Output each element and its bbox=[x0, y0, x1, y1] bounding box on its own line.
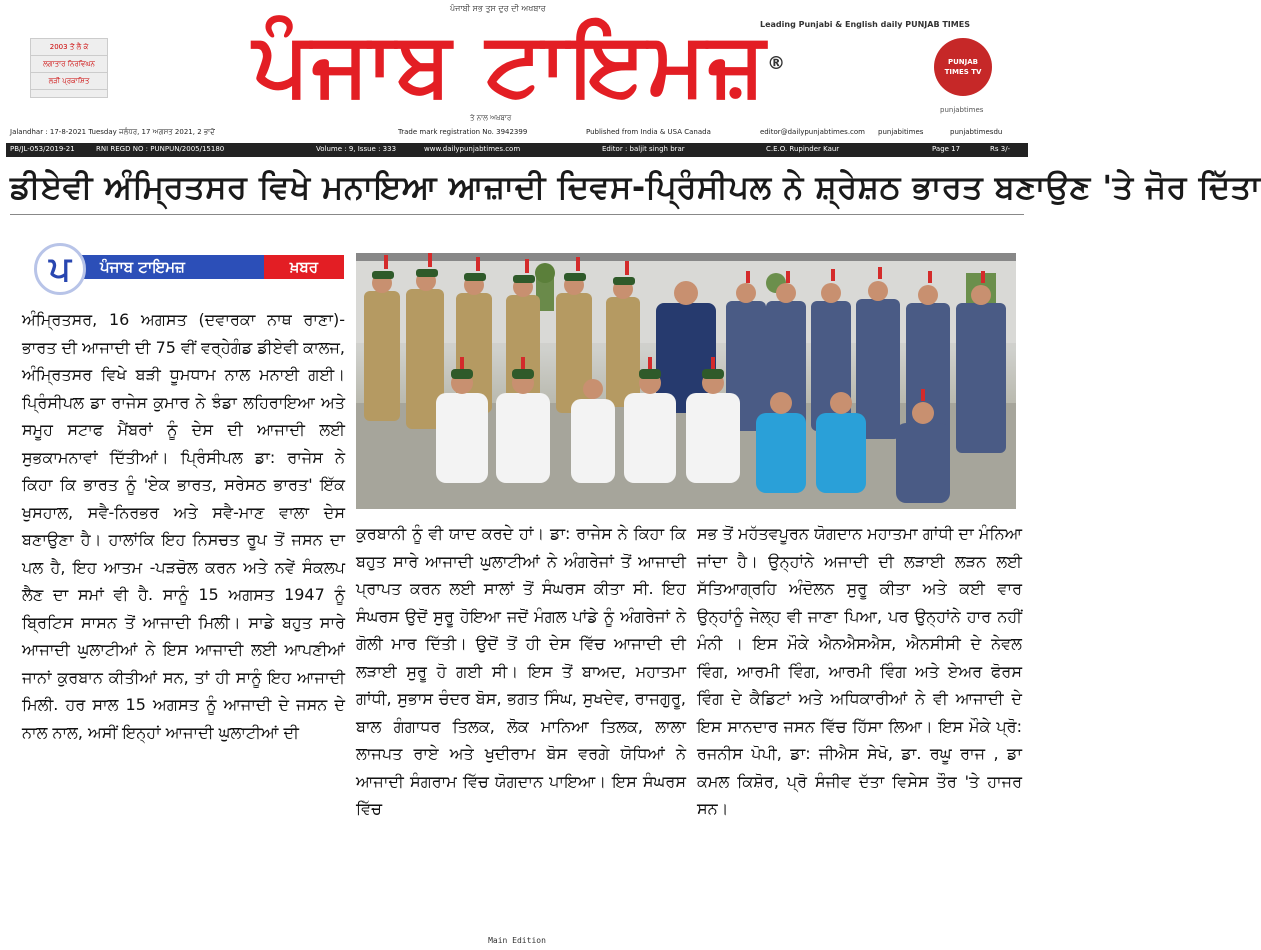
masthead bbox=[0, 0, 1034, 130]
article-column-1-text: ਅੰਮ੍ਰਿਤਸਰ, 16 ਅਗਸਤ (ਦਵਾਰਕਾ ਨਾਥ ਰਾਣਾ)-ਭਾਰਤ ਦੀ ਆਜਾਦੀ ਦੀ 75 ਵੀਂ ਵਰ੍ਹੇਗੰਡ ਡੀਏਵੀ ਕਾਲਜ, ਅੰਮ੍ਰਿਤਸਰ ਵਿਖੇ ਬੜੀ ਧੂਮਧਾਮ ਨਾਲ ਮਨਾਈ ਗਈ। ਪ੍ਰਿੰਸੀਪਲ ਡਾ ਰਾਜੇਸ ਕੁਮਾਰ ਨੇ ਝੰਡਾ ਲਹਿਰਾਇਆ ਅਤੇ ਸਮੂਹ ਸਟਾਫ ਮੈਂਬਰਾਂ ਨੂੰ ਦੇਸ ਦੀ ਆਜਾਦੀ ਲਈ ਸੁਭਕਾਮਨਾਵਾਂ ਦਿੱਤੀਆਂ। ਪ੍ਰਿੰਸੀਪਲ ਡਾ: ਰਾਜੇਸ ਨੇ ਕਿਹਾ ਕਿ ਭਾਰਤ ਨੂੰ 'ਏਕ ਭਾਰਤ, ਸਰੇਸਠ ਭਾਰਤ' ਇੱਕ ਖੁਸਹਾਲ, ਸਵੈ-ਨਿਰਭਰ ਅਤੇ ਸਵੈ-ਮਾਣ ਵਾਲਾ ਦੇਸ ਬਣਾਉਣਾ ਹੈ। ਹਾਲਾਂਕਿ ਇਹ ਨਿਸਚਤ ਰੂਪ ਤੋਂ ਜਸਨ ਦਾ ਪਲ ਹੈ, ਇਹ ਆਤਮ -ਪੜਚੋਲ ਕਰਨ ਅਤੇ ਨਵੇਂ ਸੰਕਲਪ ਲੈਣ ਦਾ ਸਮਾਂ ਵੀ ਹੈ. ਸਾਨੂੰ 15 ਅਗਸਤ 1947 ਨੂੰ ਬ੍ਰਿਟਿਸ ਸਾਸਨ ਤੋਂ ਆਜਾਦੀ ਮਿਲੀ। ਸਾਡੇ ਬਹੁਤ ਸਾਰੇ ਆਜਾਦੀ ਘੁਲਾਟੀਆਂ ਨੇ ਇਸ ਆਜਾਦੀ ਲਈ ਆਪਣੀਆਂ ਜਾਨਾਂ ਕੁਰਬਾਨ ਕੀਤੀਆਂ ਸਨ, ਤਾਂ ਹੀ ਸਾਨੂੰ ਇਹ ਆਜਾਦੀ ਮਿਲੀ. ਹਰ ਸਾਲ 15 ਅਗਸਤ ਨੂੰ ਆਜਾਦੀ ਦੇ ਜਸਨ ਦੇ ਨਾਲ ਨਾਲ, ਅਸੀਂ ਇਨ੍ਹਾਂ ਆਜਾਦੀ ਘੁਲਾਟੀਆਂ ਦੀ bbox=[22, 310, 345, 742]
social-handle-2[interactable]: punjabtimesdu bbox=[950, 128, 1003, 136]
article-column-3 bbox=[697, 520, 1022, 823]
date-line: Jalandhar : 17-8-2021 Tuesday ਜਲੰਧਰ, 17 ਅਗਸਤ 2021, 2 ਭਾਦੋਂ bbox=[10, 128, 215, 136]
volume-issue: Volume : 9, Issue : 333 bbox=[316, 145, 397, 153]
article-column-3-text: ਸਭ ਤੋਂ ਮਹੱਤਵਪੂਰਨ ਯੋਗਦਾਨ ਮਹਾਤਮਾ ਗਾਂਧੀ ਦਾ ਮੰਨਿਆ ਜਾਂਦਾ ਹੈ। ਉਨ੍ਹਾਂਨੇ ਅਜਾਦੀ ਦੀ ਲੜਾਈ ਲੜਨ ਲਈ ਸੱਤਿਆਗ੍ਰਹਿ ਅੰਦੋਲਨ ਸੁਰੂ ਕੀਤਾ ਅਤੇ ਕਈ ਵਾਰ ਉਨ੍ਹਾਂਨੂੰ ਜੇਲ੍ਹ ਵੀ ਜਾਣਾ ਪਿਆ, ਪਰ ਉਨ੍ਹਾਂਨੇ ਹਾਰ ਨਹੀਂ ਮੰਨੀ । ਇਸ ਮੌਕੇ ਐਨਐਸਐਸ, ਐਨਸੀਸੀ ਦੇ ਨੇਵਲ ਵਿੰਗ, ਆਰਮੀ ਵਿੰਗ, ਆਰਮੀ ਵਿੰਗ ਅਤੇ ਏਅਰ ਫੋਰਸ ਵਿੰਗ ਦੇ ਕੈਡਿਟਾਂ ਅਤੇ ਅਧਿਕਾਰੀਆਂ ਨੇ ਵੀ ਆਜਾਦੀ ਦੇ ਇਸ ਸਾਨਦਾਰ ਜਸਨ ਵਿੱਚ ਹਿੱਸਾ ਲਿਆ। ਇਸ ਮੌਕੇ ਪ੍ਰੋ: ਰਜਨੀਸ ਪੋਪੀ, ਡਾ: ਜੀਐਸ ਸੇਖੋ, ਡਾ. ਰਘੂ ਰਾਜ , ਡਾ ਕਮਲ ਕਿਸ਼ੋਰ, ਪ੍ਰੋ ਸੰਜੀਵ ਦੱਤਾ ਵਿਸੇਸ ਤੌਰ 'ਤੇ ਹਾਜਰ ਸਨ। bbox=[697, 524, 1022, 818]
punjab-times-tv-logo[interactable] bbox=[934, 38, 992, 96]
price: Rs 3/- bbox=[990, 145, 1011, 153]
side-box-line-1: 2003 ਤੋਂ ਲੈ ਕੇ bbox=[31, 39, 107, 56]
article-headline: ਡੀਏਵੀ ਅੰਮ੍ਰਿਤਸਰ ਵਿਖੇ ਮਨਾਇਆ ਆਜ਼ਾਦੀ ਦਿਵਸ-ਪ੍ਰਿੰਸੀਪਲ ਨੇ ਸ਼੍ਰੇਸ਼ਠ ਭਾਰਤ ਬਣਾਉਣ 'ਤੇ ਜੋਰ ਦਿੱਤਾ bbox=[10, 168, 1261, 206]
trademark-info: Trade mark registration No. 3942399 bbox=[398, 128, 528, 136]
masthead-tagline-right: Leading Punjabi & English daily PUNJAB TIMES bbox=[760, 20, 970, 29]
ceo-name: C.E.O. Rupinder Kaur bbox=[766, 145, 840, 153]
masthead-side-box bbox=[30, 38, 108, 98]
newspaper-logo-title bbox=[120, 14, 920, 114]
section-banner bbox=[18, 243, 344, 289]
side-box-line-2: ਲਗਾਤਾਰ ਨਿਰਵਿਘਨ bbox=[31, 56, 107, 73]
tv-handle: punjabtimes bbox=[940, 106, 984, 114]
info-row-bottom bbox=[6, 143, 1028, 157]
section-label: ਪੰਜਾਬ ਟਾਇਮਜ਼ bbox=[76, 255, 264, 279]
pb-number: PB/JL-053/2019-21 bbox=[10, 145, 75, 153]
headline-divider bbox=[10, 214, 1024, 215]
registered-mark: ® bbox=[767, 53, 788, 74]
editor-name: Editor : baljit singh brar bbox=[602, 145, 685, 153]
side-box-line-3: ਲੜੀ ਪ੍ਰਕਾਸ਼ਿਤ bbox=[31, 73, 107, 90]
p-logo-letter: ਪ bbox=[49, 249, 71, 289]
article-photo bbox=[356, 253, 1016, 509]
website-link[interactable]: www.dailypunjabtimes.com bbox=[424, 145, 521, 153]
tv-logo-line-1: PUNJAB bbox=[947, 58, 979, 66]
tv-logo-line-2: TIMES TV bbox=[944, 68, 982, 76]
cadets-group-photo-illustration bbox=[356, 253, 1016, 509]
section-tag: ਖ਼ਬਰ bbox=[264, 255, 344, 279]
article-column-2-text: ਕੁਰਬਾਨੀ ਨੂੰ ਵੀ ਯਾਦ ਕਰਦੇ ਹਾਂ। ਡਾ: ਰਾਜੇਸ ਨੇ ਕਿਹਾ ਕਿ ਬਹੁਤ ਸਾਰੇ ਆਜਾਦੀ ਘੁਲਾਟੀਆਂ ਨੇ ਅੰਗਰੇਜਾਂ ਤੋਂ ਆਜਾਦੀ ਪ੍ਰਾਪਤ ਕਰਨ ਲਈ ਸਾਲਾਂ ਤੋਂ ਸੰਘਰਸ ਕੀਤਾ ਸੀ. ਇਹ ਸੰਘਰਸ ਉਦੋਂ ਸੁਰੂ ਹੋਇਆ ਜਦੋਂ ਮੰਗਲ ਪਾਂਡੇ ਨੂੰ ਅੰਗਰੇਜਾਂ ਨੇ ਗੋਲੀ ਮਾਰ ਦਿੱਤੀ। ਉਦੋਂ ਤੋਂ ਹੀ ਦੇਸ ਵਿੱਚ ਆਜਾਦੀ ਦੀ ਲੜਾਈ ਸੁਰੂ ਹੋ ਗਈ ਸੀ। ਇਸ ਤੋਂ ਬਾਅਦ, ਮਹਾਤਮਾ ਗਾਂਧੀ, ਸੁਭਾਸ ਚੰਦਰ ਬੋਸ, ਭਗਤ ਸਿੰਘ, ਸੁਖਦੇਵ, ਰਾਜਗੁਰੂ, ਬਾਲ ਗੰਗਾਧਰ ਤਿਲਕ, ਲੋਕ ਮਾਨਿਆ ਤਿਲਕ, ਲਾਲਾ ਲਾਜਪਤ ਰਾਏ ਅਤੇ ਖੁਦੀਰਾਮ ਬੋਸ ਵਰਗੇ ਯੋਧਿਆਂ ਨੇ ਆਜਾਦੀ ਸੰਗਰਾਮ ਵਿੱਚ ਯੋਗਦਾਨ ਪਾਇਆ। ਇਸ ਸੰਘਰਸ ਵਿੱਚ bbox=[356, 524, 686, 818]
article-column-2 bbox=[356, 520, 686, 823]
edition-footer: Main Edition bbox=[488, 936, 546, 945]
masthead-tagline-top: ਪੰਜਾਬੀ ਸਭ ਤੁਸ ਦੁਰ ਦੀ ਅਖਬਾਰ bbox=[450, 4, 546, 13]
punjab-times-p-logo bbox=[34, 243, 86, 295]
page-number: Page 17 bbox=[932, 145, 961, 153]
editor-email[interactable]: editor@dailypunjabtimes.com bbox=[760, 128, 865, 136]
masthead-subtitle: ਤੇ ਨਾਲ ਅਖ਼ਬਾਰ bbox=[470, 114, 512, 122]
rni-number: RNI REGD NO : PUNPUN/2005/15180 bbox=[96, 145, 225, 153]
article-column-1 bbox=[22, 306, 345, 746]
info-row-top bbox=[10, 128, 1024, 142]
published-info: Published from India & USA Canada bbox=[586, 128, 711, 136]
social-handle-1[interactable]: punjabitimes bbox=[878, 128, 924, 136]
logo-title-text: ਪੰਜਾਬ ਟਾਇਮਜ਼ bbox=[252, 12, 768, 115]
